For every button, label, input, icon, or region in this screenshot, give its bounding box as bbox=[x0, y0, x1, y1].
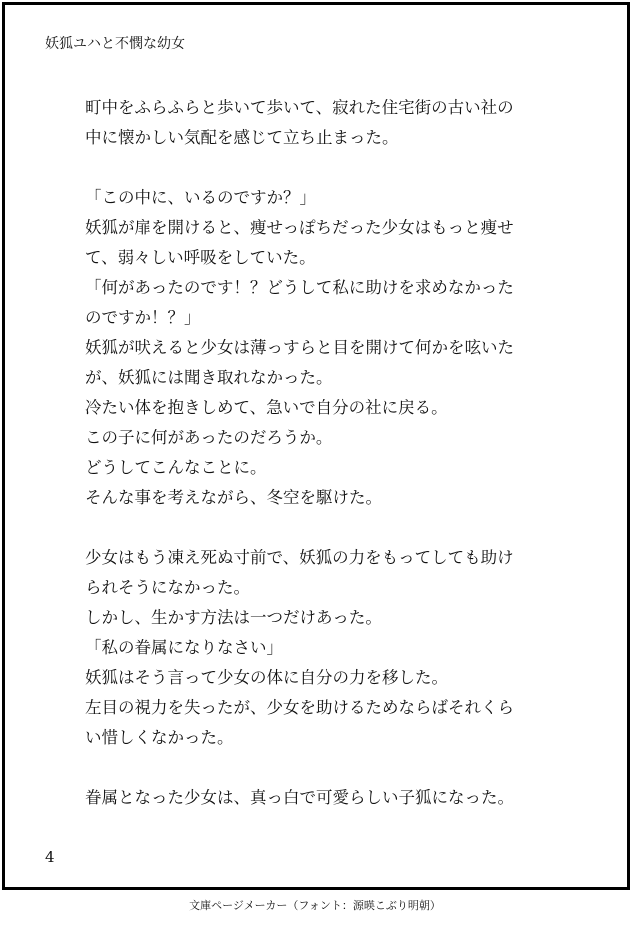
blank-line bbox=[85, 753, 565, 783]
page-frame bbox=[2, 2, 630, 890]
text-line: が、妖狐には聞き取れなかった。 bbox=[85, 368, 333, 387]
book-title: 妖狐ユハと不憫な幼女 bbox=[45, 36, 185, 52]
text-line: 妖狐が扉を開けると、痩せっぽちだった少女はもっと痩せ bbox=[85, 218, 514, 237]
blank-line bbox=[85, 513, 565, 543]
text-line: て、弱々しい呼吸をしていた。 bbox=[85, 248, 316, 267]
footer-credit: 文庫ページメーカー（フォント：源暎こぶり明朝） bbox=[189, 899, 441, 912]
text-line: 妖狐はそう言って少女の体に自分の力を移した。 bbox=[85, 668, 448, 687]
text-line: 左目の視力を失ったが、少女を助けるためならばそれくら bbox=[85, 698, 514, 717]
page-number: 4 bbox=[45, 848, 55, 866]
body-text bbox=[85, 93, 565, 813]
text-line: そんな事を考えながら、冬空を駆けた。 bbox=[85, 488, 382, 507]
text-line: 妖狐が吠えると少女は薄っすらと目を開けて何かを呟いた bbox=[85, 338, 514, 357]
blank-line bbox=[85, 153, 565, 183]
text-line: られそうになかった。 bbox=[85, 578, 250, 597]
text-line: 「この中に、いるのですか？」 bbox=[85, 188, 316, 207]
text-line: どうしてこんなことに。 bbox=[85, 458, 267, 477]
text-line: 「何があったのです！？どうして私に助けを求めなかった bbox=[85, 278, 514, 297]
text-line: 町中をふらふらと歩いて歩いて、寂れた住宅街の古い社の bbox=[85, 98, 514, 117]
text-line: 冷たい体を抱きしめて、急いで自分の社に戻る。 bbox=[85, 398, 448, 417]
text-line: 「私の眷属になりなさい」 bbox=[85, 638, 283, 657]
text-line: 少女はもう凍え死ぬ寸前で、妖狐の力をもってしても助け bbox=[85, 548, 514, 567]
text-line: 中に懐かしい気配を感じて立ち止まった。 bbox=[85, 128, 399, 147]
text-line: のですか！？」 bbox=[85, 308, 201, 327]
text-line: 眷属となった少女は、真っ白で可愛らしい子狐になった。 bbox=[85, 788, 514, 807]
text-line: い惜しくなかった。 bbox=[85, 728, 234, 747]
text-line: しかし、生かす方法は一つだけあった。 bbox=[85, 608, 382, 627]
text-line: この子に何があったのだろうか。 bbox=[85, 428, 333, 447]
